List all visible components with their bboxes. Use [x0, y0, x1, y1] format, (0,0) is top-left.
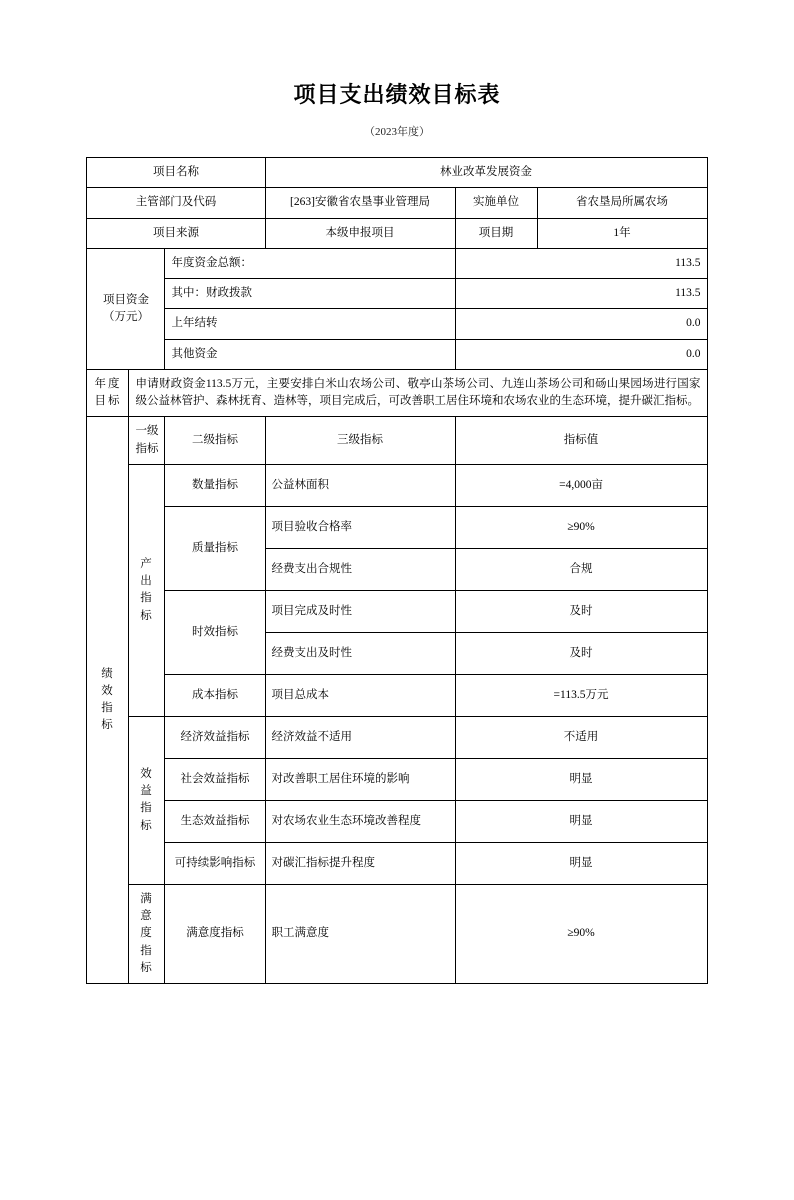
- level3-label: 项目验收合格率: [265, 506, 455, 548]
- table-row: [87, 279, 707, 309]
- annual-goal-text: 申请财政资金113.5万元，主要安排白米山农场公司、敬亭山茶场公司、九连山茶场公司和砀山果园场进行国家级公益林管护、森林抚育、造林等，项目完成后，可改善职工居住环境和农场农业的生态环境，提升碳汇指标。: [129, 369, 707, 417]
- page-subtitle: （2023年度）: [364, 126, 430, 138]
- level3-label: 对农场农业生态环境改善程度: [265, 800, 455, 842]
- table-row: [87, 506, 707, 548]
- project-name-label: 项目名称: [87, 158, 265, 188]
- table-row: [87, 158, 707, 188]
- document-page: [0, 78, 794, 1200]
- funds-row-value: 113.5: [455, 248, 707, 278]
- table-row: [87, 369, 707, 417]
- indicator-value: 及时: [455, 632, 707, 674]
- funds-row-value: 113.5: [455, 279, 707, 309]
- funds-row-value: 0.0: [455, 309, 707, 339]
- table-row: [87, 758, 707, 800]
- level3-label: 经费支出及时性: [265, 632, 455, 674]
- level2-label: 时效指标: [165, 590, 265, 674]
- level2-label: 成本指标: [165, 674, 265, 716]
- indicator-value: 明显: [455, 842, 707, 884]
- funds-row-name: 其中：财政拨款: [165, 279, 455, 309]
- level2-label: 可持续影响指标: [165, 842, 265, 884]
- period-label: 项目期: [455, 218, 537, 248]
- indicator-value: ≥90%: [455, 884, 707, 983]
- table-row: [87, 464, 707, 506]
- level3-label: 经济效益不适用: [265, 716, 455, 758]
- table-row: [87, 218, 707, 248]
- source-label: 项目来源: [87, 218, 265, 248]
- table-row: [87, 674, 707, 716]
- dept-value: [263]安徽省农垦事业管理局: [265, 188, 455, 218]
- table-row: [87, 309, 707, 339]
- indicator-value: =4,000亩: [455, 464, 707, 506]
- period-value: 1年: [537, 218, 707, 248]
- level1-satisfaction: 满意 度指 标: [129, 884, 165, 983]
- page-title: 项目支出绩效目标表: [293, 82, 501, 107]
- level3-label: 对改善职工居住环境的影响: [265, 758, 455, 800]
- unit-value: 省农垦局所属农场: [537, 188, 707, 218]
- level3-label: 项目完成及时性: [265, 590, 455, 632]
- level3-label: 职工满意度: [265, 884, 455, 983]
- dept-label: 主管部门及代码: [87, 188, 265, 218]
- table-row: [87, 884, 707, 983]
- source-value: 本级申报项目: [265, 218, 455, 248]
- column-header-level3: 三级指标: [265, 417, 455, 465]
- level2-label: 经济效益指标: [165, 716, 265, 758]
- column-header-level2: 二级指标: [165, 417, 265, 465]
- project-name-value: 林业改革发展资金: [265, 158, 707, 188]
- level3-label: 项目总成本: [265, 674, 455, 716]
- funds-label-unit: （万元）: [102, 310, 149, 323]
- indicator-value: 不适用: [455, 716, 707, 758]
- funds-row-name: 其他资金: [165, 339, 455, 369]
- level2-label: 生态效益指标: [165, 800, 265, 842]
- column-header-level1-text: 一级指标: [135, 425, 159, 455]
- level2-label: 质量指标: [165, 506, 265, 590]
- table-row: [87, 417, 707, 465]
- level1-output: 产出 指标: [129, 464, 165, 716]
- column-header-value: 指标值: [455, 417, 707, 465]
- table-row: [87, 248, 707, 278]
- funds-label-text: 项目资金: [102, 293, 149, 306]
- indicator-value: 明显: [455, 800, 707, 842]
- annual-goal-label: 年度 目标: [87, 369, 129, 417]
- level3-label: 公益林面积: [265, 464, 455, 506]
- table-row: [87, 716, 707, 758]
- level3-label: 对碳汇指标提升程度: [265, 842, 455, 884]
- unit-label: 实施单位: [455, 188, 537, 218]
- performance-indicators-label: 绩 效 指 标: [87, 417, 129, 984]
- funds-row-name: 年度资金总额：: [165, 248, 455, 278]
- funds-row-value: 0.0: [455, 339, 707, 369]
- column-header-level1: [129, 417, 165, 465]
- indicator-value: =113.5万元: [455, 674, 707, 716]
- level3-label: 经费支出合规性: [265, 548, 455, 590]
- indicator-value: ≥90%: [455, 506, 707, 548]
- level2-label: 满意度指标: [165, 884, 265, 983]
- table-row: [87, 339, 707, 369]
- funds-label: [87, 248, 165, 369]
- funds-row-name: 上年结转: [165, 309, 455, 339]
- level1-benefit: 效益 指标: [129, 716, 165, 884]
- table-row: [87, 800, 707, 842]
- indicator-value: 合规: [455, 548, 707, 590]
- level2-label: 社会效益指标: [165, 758, 265, 800]
- indicator-value: 及时: [455, 590, 707, 632]
- table-row: [87, 188, 707, 218]
- level2-label: 数量指标: [165, 464, 265, 506]
- table-row: [87, 842, 707, 884]
- indicator-value: 明显: [455, 758, 707, 800]
- performance-target-table: [86, 157, 707, 984]
- table-row: [87, 590, 707, 632]
